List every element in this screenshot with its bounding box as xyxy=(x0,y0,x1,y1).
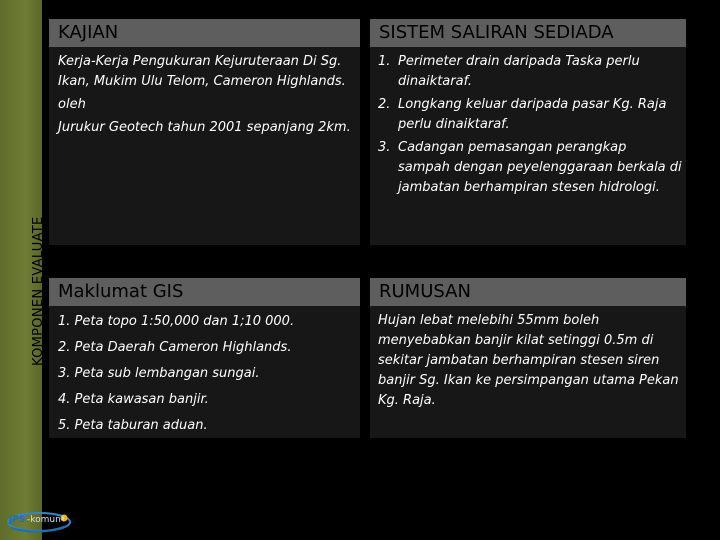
svg-text:-komun: -komun xyxy=(27,515,61,525)
rumusan-header: RUMUSAN xyxy=(370,278,686,306)
gis-item: 5. Peta taburan aduan. xyxy=(58,418,208,433)
side-title: KOMPONEN EVALUATE xyxy=(31,216,46,366)
svg-text:i: i xyxy=(62,515,64,523)
sistem-item: 1. Perimeter drain daripada Taska perlu dinaiktaraf. xyxy=(378,54,640,89)
kajian-line-2: oleh xyxy=(58,97,86,112)
gis-header: Maklumat GIS xyxy=(49,278,360,306)
jps-logo xyxy=(5,508,73,534)
sistem-item: 3. Cadangan pemasangan perangkap sampah dengan peyelenggaraan berkala di jambatan berhampiran stesen hidrologi. xyxy=(378,140,682,195)
rumusan-body xyxy=(378,311,682,411)
gis-list xyxy=(58,309,356,439)
kajian-line-1: Kerja-Kerja Pengukuran Kejuruteraan Di Sg. Ikan, Mukim Ulu Telom, Cameron Highlands. xyxy=(58,54,346,89)
sistem-header: SISTEM SALIRAN SEDIADA xyxy=(370,19,686,47)
gis-item: 4. Peta kawasan banjir. xyxy=(58,392,209,407)
sistem-list xyxy=(378,52,682,198)
kajian-body xyxy=(58,52,356,138)
kajian-line-3: Jurukur Geotech tahun 2001 sepanjang 2km. xyxy=(58,120,351,135)
gis-item: 1. Peta topo 1:50,000 dan 1;10 000. xyxy=(58,314,295,329)
svg-text:JPS: JPS xyxy=(9,515,26,525)
gis-item: 3. Peta sub lembangan sungai. xyxy=(58,366,260,381)
gis-body xyxy=(58,309,356,439)
sistem-body xyxy=(378,52,682,198)
sistem-item: 2. Longkang keluar daripada pasar Kg. Raja perlu dinaiktaraf. xyxy=(378,97,667,132)
gis-item: 2. Peta Daerah Cameron Highlands. xyxy=(58,340,292,355)
rumusan-text: Hujan lebat melebihi 55mm boleh menyebabkan banjir kilat setinggi 0.5m di sekitar jambatan berhampiran stesen siren banjir Sg. Ikan ke persimpangan utama Pekan Kg. Raja. xyxy=(378,313,679,408)
kajian-header: KAJIAN xyxy=(49,19,360,47)
